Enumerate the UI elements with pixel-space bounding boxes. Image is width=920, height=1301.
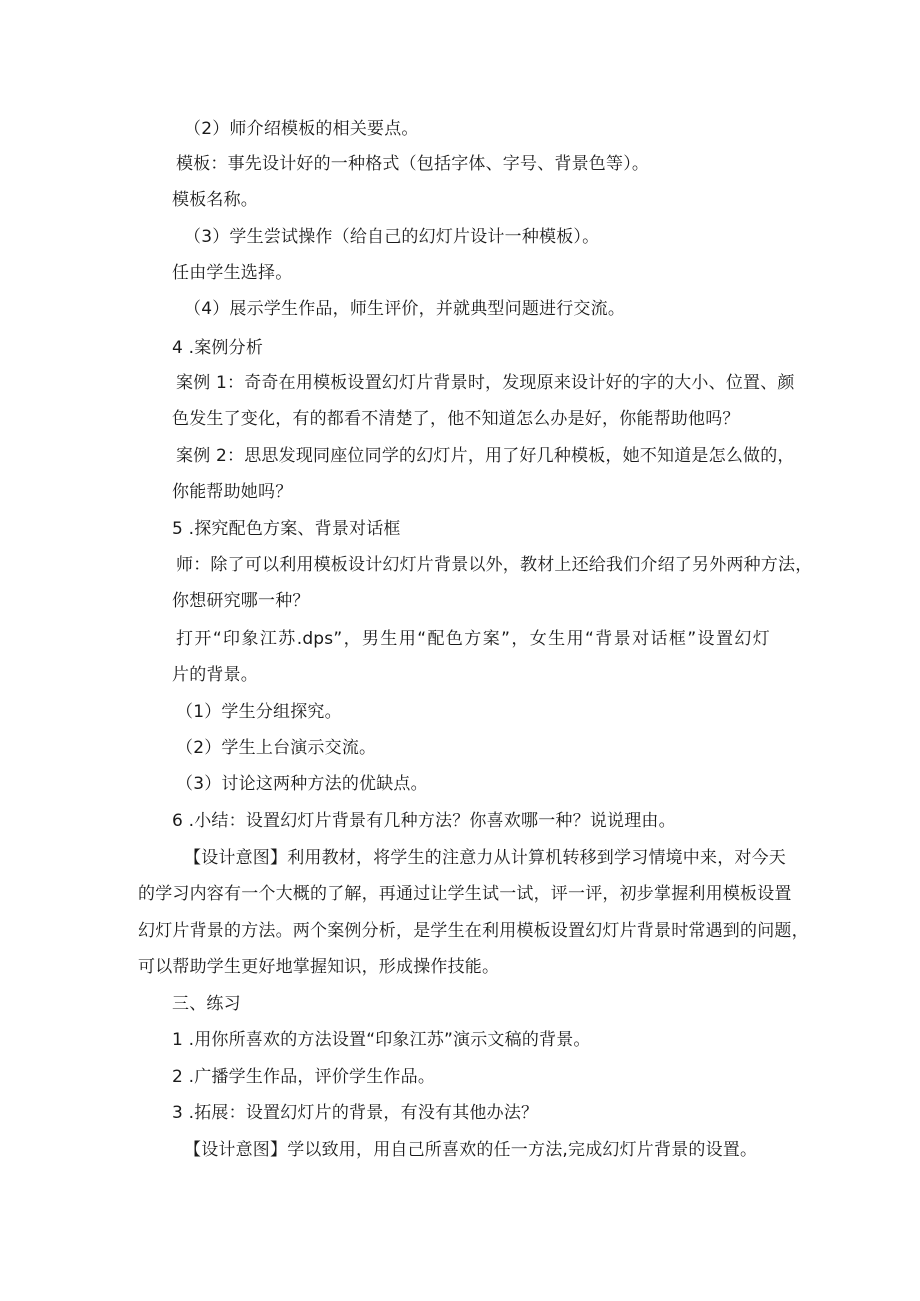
design-intent-1-line2: 的学习内容有一个大概的了解，再通过让学生试一试，评一评，初步掌握利用模板设置 (138, 884, 792, 904)
case2-line1: 案例 2：思思发现同座位同学的幻灯片，用了好几种模板，她不知道是怎么做的， (176, 446, 795, 466)
open-file-line2: 片的背景。 (172, 665, 258, 685)
design-intent-2: 【设计意图】学以致用，用自己所喜欢的任一方法,完成幻灯片背景的设置。 (184, 1140, 758, 1160)
teacher-line2: 你想研究哪一种？ (172, 591, 310, 611)
exercise-3: 3 .拓展：设置幻灯片的背景，有没有其他办法？ (172, 1103, 539, 1123)
step-3-student-try: （3）学生尝试操作（给自己的幻灯片设计一种模板）。 (184, 227, 600, 247)
student-choice: 任由学生选择。 (172, 263, 293, 283)
teacher-line1: 师：除了可以利用模板设计幻灯片背景以外，教材上还给我们介绍了另外两种方法， (176, 555, 813, 575)
design-intent-1-line1: 【设计意图】利用教材，将学生的注意力从计算机转移到学习情境中来，对今天 (184, 848, 786, 868)
heading-practice: 三、练习 (172, 994, 241, 1014)
template-name: 模板名称。 (172, 190, 258, 210)
sub-step-3: （3）讨论这两种方法的优缺点。 (176, 774, 428, 794)
sub-step-2: （2）学生上台演示交流。 (176, 738, 377, 758)
case1-line2: 色发生了变化，有的都看不清楚了，他不知道怎么办是好，你能帮助他吗？ (172, 409, 740, 429)
design-intent-1-line3: 幻灯片背景的方法。两个案例分析，是学生在利用模板设置幻灯片背景时常遇到的问题， (138, 921, 809, 941)
template-definition: 模板：事先设计好的一种格式（包括字体、字号、背景色等）。 (176, 154, 650, 174)
design-intent-1-line4: 可以帮助学生更好地掌握知识，形成操作技能。 (138, 957, 500, 977)
exercise-1: 1 .用你所喜欢的方法设置“印象江苏”演示文稿的背景。 (172, 1030, 591, 1050)
step-2-teacher-intro: （2）师介绍模板的相关要点。 (184, 119, 419, 139)
open-file-line1: 打开“印象江苏.dps”，男生用“配色方案”，女生用“背景对话框”设置幻灯 (176, 629, 770, 649)
exercise-2: 2 .广播学生作品，评价学生作品。 (172, 1067, 436, 1087)
sub-step-1: （1）学生分组探究。 (176, 702, 342, 722)
case2-line2: 你能帮助她吗？ (172, 482, 293, 502)
heading-explore: 5 .探究配色方案、背景对话框 (172, 519, 401, 539)
case1-line1: 案例 1：奇奇在用模板设置幻灯片背景时，发现原来设计好的字的大小、位置、颜 (176, 373, 795, 393)
step-4-show-works: （4）展示学生作品，师生评价，并就典型问题进行交流。 (184, 299, 626, 319)
heading-summary: 6 .小结：设置幻灯片背景有几种方法？你喜欢哪一种？说说理由。 (172, 811, 676, 831)
heading-case-analysis: 4 .案例分析 (172, 338, 264, 358)
